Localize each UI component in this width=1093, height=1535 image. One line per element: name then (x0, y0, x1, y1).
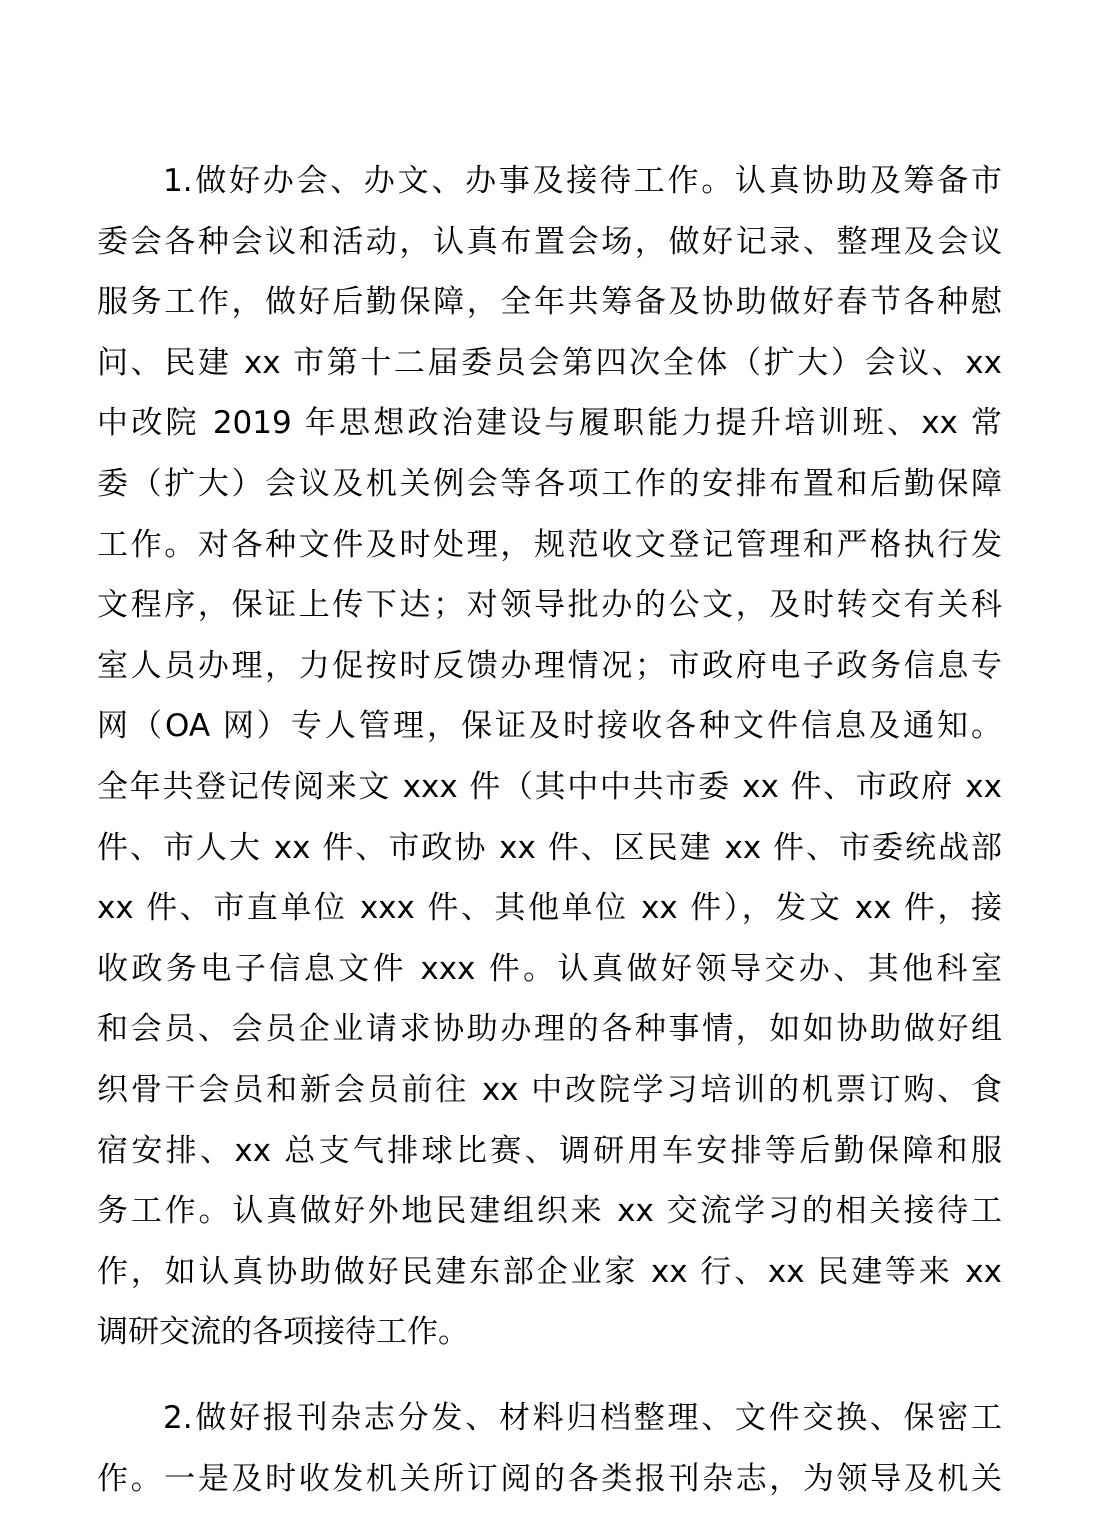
paragraph-line: 作，如认真协助做好民建东部企业家 xx 行、xx 民建等来 xx (97, 1253, 1002, 1290)
paragraph-line: 2.做好报刊杂志分发、材料归档整理、文件交换、保密工 (163, 1400, 1002, 1436)
paragraph-line: 1.做好办会、办文、办事及接待工作。认真协助及筹备市 (163, 163, 1002, 199)
paragraph-line: 全年共登记传阅来文 xxx 件（其中中共市委 xx 件、市政府 xx (97, 768, 1002, 805)
paragraph-line: 文程序，保证上传下达；对领导批办的公文，及时转交有关科 (97, 587, 1002, 624)
paragraph-line: 和会员、会员企业请求协助办理的各种事情，如如协助做好组 (97, 1011, 1002, 1048)
paragraph-1 (97, 151, 1002, 1363)
paragraph-line: 作。一是及时收发机关所订阅的各类报刊杂志，为领导及机关 (97, 1460, 1002, 1497)
paragraph-line: 宿安排、xx 总支气排球比赛、调研用车安排等后勤保障和服 (97, 1132, 1002, 1169)
paragraph-line: 问、民建 xx 市第十二届委员会第四次全体（扩大）会议、xx (97, 344, 1002, 381)
paragraph-line: 中改院 2019 年思想政治建设与履职能力提升培训班、xx 常 (97, 405, 1002, 442)
paragraph-line: 委会各种会议和活动，认真布置会场，做好记录、整理及会议 (97, 223, 1002, 260)
paragraph-line: 收政务电子信息文件 xxx 件。认真做好领导交办、其他科室 (97, 950, 1002, 987)
paragraph-line: 调研交流的各项接待工作。 (97, 1314, 469, 1351)
paragraph-line: 室人员办理，力促按时反馈办理情况；市政府电子政务信息专 (97, 647, 1002, 684)
paragraph-2 (97, 1388, 1002, 1509)
paragraph-line: 务工作。认真做好外地民建组织来 xx 交流学习的相关接待工 (97, 1193, 1002, 1230)
paragraph-line: 件、市人大 xx 件、市政协 xx 件、区民建 xx 件、市委统战部 (97, 829, 1002, 866)
paragraph-line: 网（OA 网）专人管理，保证及时接收各种文件信息及通知。 (97, 708, 1002, 745)
paragraph-line: xx 件、市直单位 xxx 件、其他单位 xx 件），发文 xx 件，接 (97, 890, 1002, 927)
paragraph-line: 织骨干会员和新会员前往 xx 中改院学习培训的机票订购、食 (97, 1071, 1002, 1108)
paragraph-line: 工作。对各种文件及时处理，规范收文登记管理和严格执行发 (97, 526, 1002, 563)
paragraph-line: 服务工作，做好后勤保障，全年共筹备及协助做好春节各种慰 (97, 284, 1002, 321)
paragraph-line: 委（扩大）会议及机关例会等各项工作的安排布置和后勤保障 (97, 465, 1002, 502)
